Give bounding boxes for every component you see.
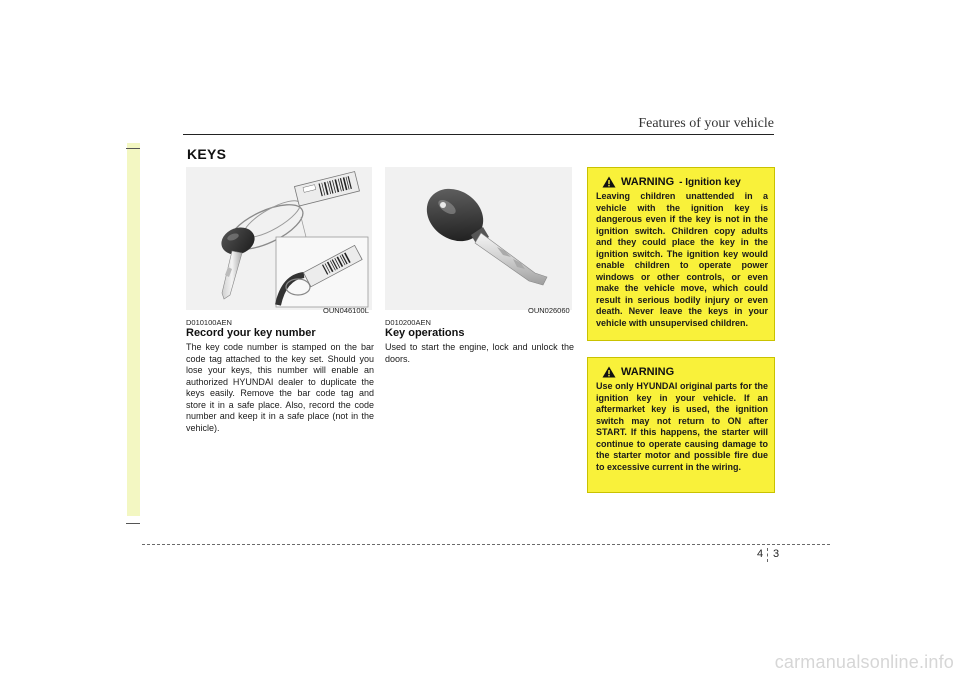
margin-tick-bottom	[126, 523, 140, 524]
warning-triangle-icon	[602, 176, 616, 188]
footer-dashed-rule	[142, 544, 830, 545]
warning-box-aftermarket-key	[587, 357, 775, 493]
warning-title: WARNING	[621, 366, 675, 378]
chapter-number: 4	[757, 548, 764, 560]
left-doc-code: D010100AEN	[186, 318, 232, 327]
warning-header	[602, 366, 768, 378]
mid-heading: Key operations	[385, 327, 465, 339]
warning-body: Use only HYUNDAI original parts for the ignition key in your vehicle. If an aftermarket key is used, the ignition switch may not return to ON after START. If this happens, the starter will continue to operate causing damage to the starter motor and possible fire due to excessive current in the wiring.	[596, 381, 768, 472]
warning-subtitle: - Ignition key	[679, 176, 741, 188]
warning-title: WARNING	[621, 176, 675, 188]
warning-header	[602, 176, 768, 188]
left-photo-code: OUN046100L	[323, 306, 369, 315]
warning-body: Leaving children unattended in a vehicle with the ignition key is dangerous even if the key is not in the ignition switch. Children copy adults and they could place the key in the ignition switch. The ignition key would enable children to operate power windows or other controls, or even make the vehicle move, which could result in serious bodily injury or even death. Never leave the keys in your vehicle with unsupervised children.	[596, 191, 768, 328]
page-number-separator	[767, 548, 768, 562]
page-number: 3	[773, 548, 780, 560]
margin-tick-top	[126, 148, 140, 149]
key-photo	[385, 167, 572, 310]
key-tag-photo	[186, 167, 372, 310]
watermark: carmanualsonline.info	[774, 652, 954, 672]
left-heading: Record your key number	[186, 327, 316, 339]
warning-box-ignition-key	[587, 167, 775, 341]
key-tag-illustration	[186, 167, 372, 310]
side-margin-band	[127, 143, 140, 516]
section-title: KEYS	[187, 146, 227, 162]
header-title: Features of your vehicle	[638, 116, 774, 131]
key-illustration	[385, 167, 572, 310]
warning-triangle-icon	[602, 366, 616, 378]
header-rule	[183, 134, 774, 135]
left-body-text: The key code number is stamped on the bar code tag attached to the key set. Should you lose your keys, this number will enable an authorized HYUNDAI dealer to duplicate the keys easily. Remove the bar code tag and store it in a safe place. Also, record the code number and keep it in a safe place (not in the vehicle).	[186, 342, 374, 433]
mid-doc-code: D010200AEN	[385, 318, 431, 327]
mid-photo-code: OUN026060	[528, 306, 570, 315]
mid-body-text: Used to start the engine, lock and unlock the doors.	[385, 342, 574, 364]
